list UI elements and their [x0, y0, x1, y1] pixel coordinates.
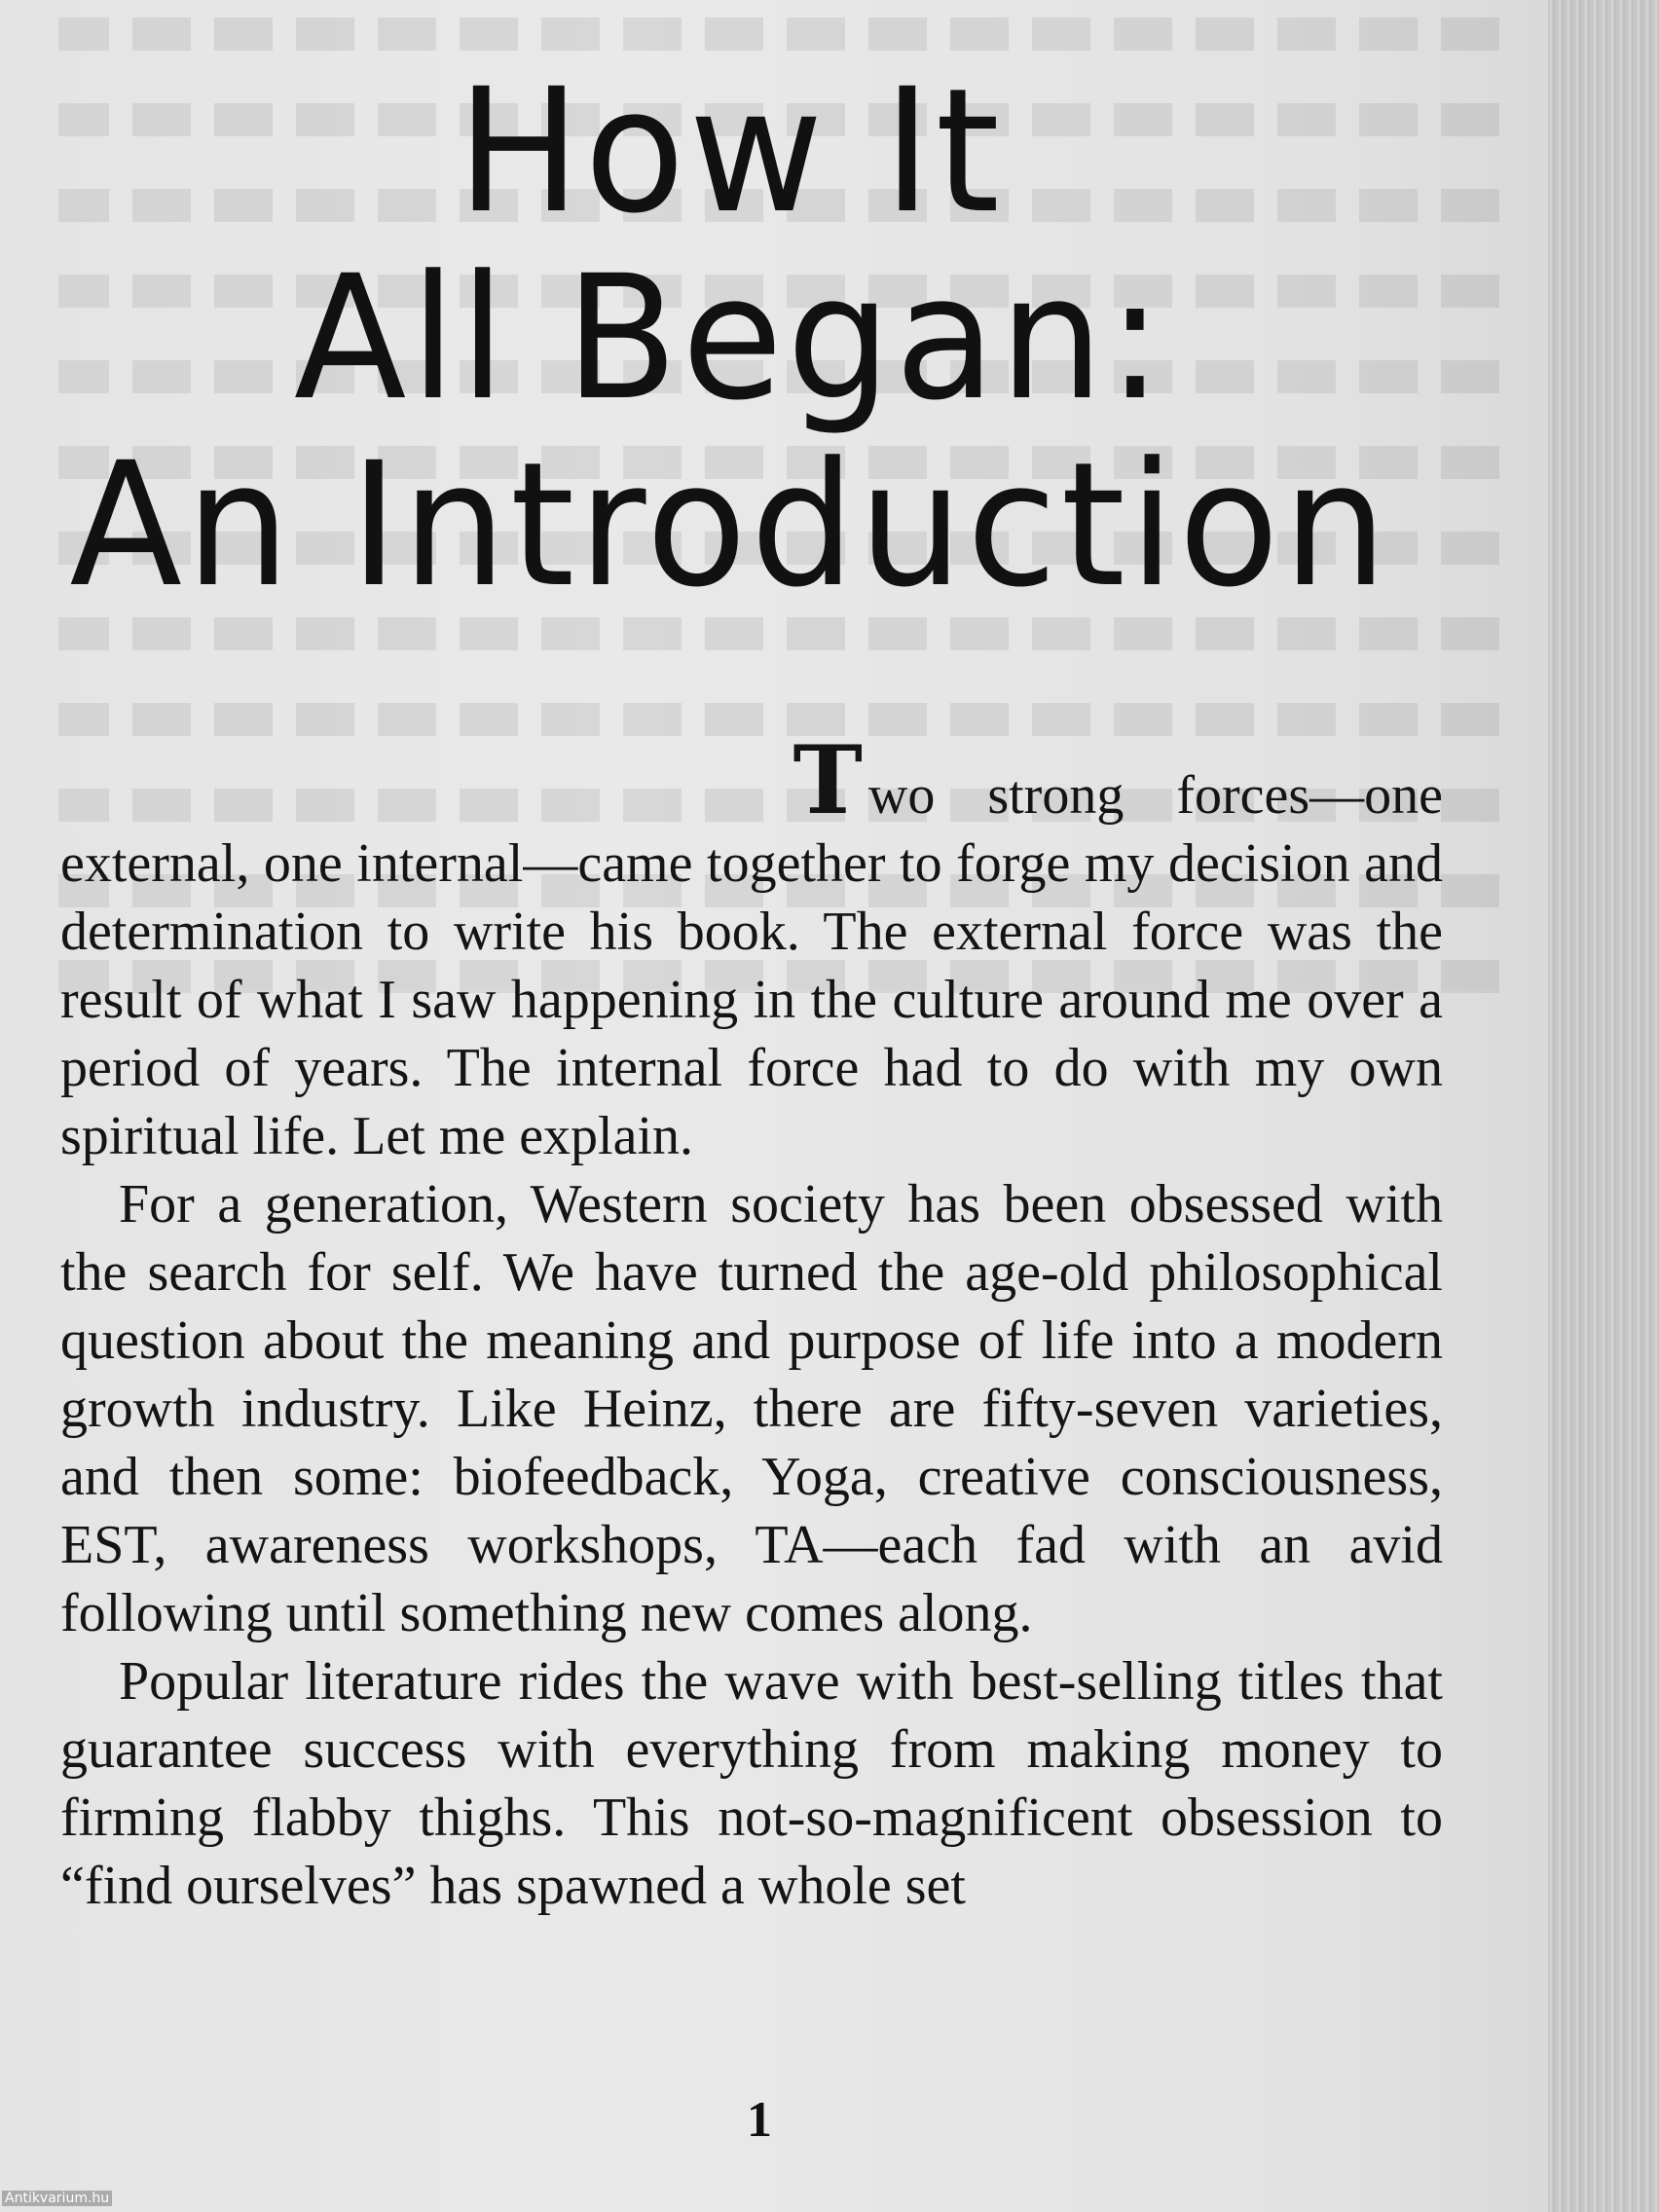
page-stack-edge [1548, 0, 1659, 2212]
drop-cap: T [793, 725, 863, 835]
watermark: Antikvarium.hu [2, 2191, 112, 2206]
chapter-title-line-3: An Introduction [69, 425, 1391, 625]
first-line [60, 725, 1443, 835]
paragraph-3: Popular literature rides the wave with best-selling titles that guarantee success with everything from making money to firming flabby thighs. This not-so-magnificent obsession to “find ourselves” has spawned a whole set [60, 1651, 1443, 1916]
chapter-title-line-1: How It [457, 52, 1004, 251]
chapter-title [0, 52, 1460, 625]
first-line-text: wo strong forces—one [867, 765, 1443, 826]
chapter-title-line-2: All Began: [293, 239, 1167, 438]
body-text [60, 725, 1443, 1920]
paragraph-2: For a generation, Western society has been obsessed with the search for self. We have turned the age-old philosophical question about the meaning and purpose of life into a modern growth industry. Like Heinz, there are fifty-seven varieties, and then some: biofeedback, Yoga, creative consciousness, EST, awareness workshops, TA—each fad with an avid following until something new comes along. [60, 1174, 1443, 1643]
paragraph-1-text: external, one internal—came together to forge my decision and determination to write his book. The external force was the result of what I saw happening in the culture around me over a period of years. The internal force had to do with my own spiritual life. Let me explain. [60, 833, 1443, 1166]
paragraph-1 [60, 725, 1443, 1170]
page-number: 1 [747, 2092, 772, 2148]
